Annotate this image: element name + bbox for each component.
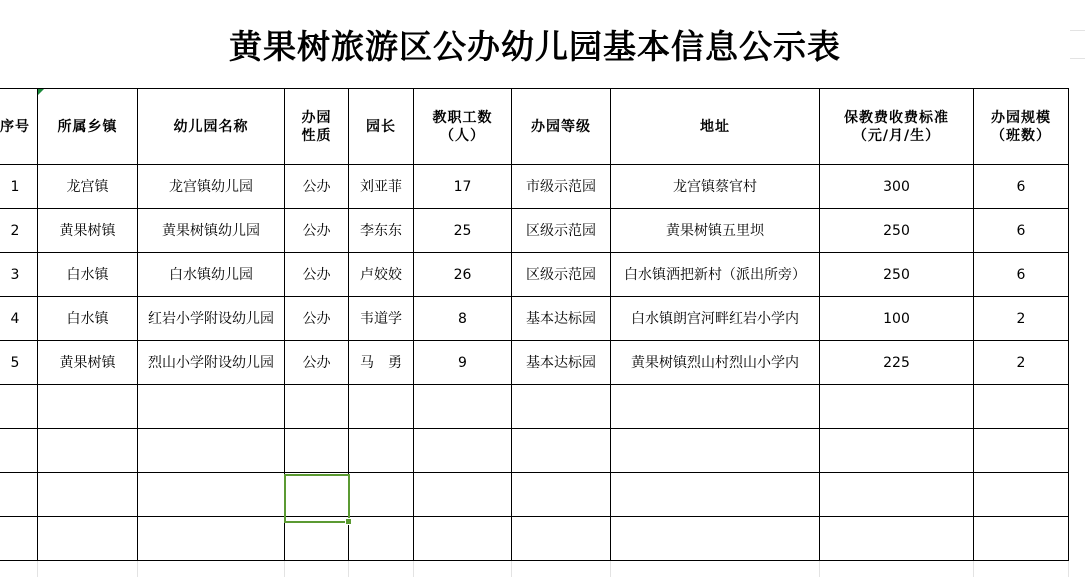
empty-cell[interactable] xyxy=(820,517,974,561)
empty-cell[interactable] xyxy=(38,517,138,561)
empty-cell[interactable] xyxy=(285,429,349,473)
empty-cell[interactable] xyxy=(38,473,138,517)
table-row xyxy=(0,209,1069,253)
cell-scale[interactable]: 2 xyxy=(974,297,1069,341)
header-cell-township[interactable]: 所属乡镇 xyxy=(38,89,138,165)
cell-kindergarten-name[interactable]: 龙宫镇幼儿园 xyxy=(138,165,285,209)
cell-address[interactable]: 黄果树镇五里坝 xyxy=(611,209,820,253)
header-cell-grade[interactable]: 办园等级 xyxy=(512,89,611,165)
kindergarten-info-table xyxy=(0,88,1069,561)
cell-staff-count[interactable]: 26 xyxy=(414,253,512,297)
empty-table-row xyxy=(0,429,1069,473)
empty-cell[interactable] xyxy=(0,473,38,517)
empty-cell[interactable] xyxy=(611,473,820,517)
header-cell-kindergarten-name[interactable]: 幼儿园名称 xyxy=(138,89,285,165)
empty-table-row xyxy=(0,473,1069,517)
cell-principal[interactable]: 刘亚菲 xyxy=(349,165,414,209)
cell-grade[interactable]: 基本达标园 xyxy=(512,341,611,385)
cell-school-type[interactable]: 公办 xyxy=(285,253,349,297)
cell-staff-count[interactable]: 9 xyxy=(414,341,512,385)
cell-grade[interactable]: 基本达标园 xyxy=(512,297,611,341)
header-cell-index[interactable]: 序号 xyxy=(0,89,38,165)
cell-township[interactable]: 龙宫镇 xyxy=(38,165,138,209)
cell-staff-count[interactable]: 17 xyxy=(414,165,512,209)
empty-cell[interactable] xyxy=(349,385,414,429)
cell-fee[interactable]: 100 xyxy=(820,297,974,341)
cell-fee[interactable]: 250 xyxy=(820,253,974,297)
empty-cell[interactable] xyxy=(138,429,285,473)
cell-grade[interactable]: 区级示范园 xyxy=(512,253,611,297)
empty-cell[interactable] xyxy=(138,473,285,517)
sheet-title: 黄果树旅游区公办幼儿园基本信息公示表 xyxy=(0,0,1070,88)
comment-indicator-icon xyxy=(38,89,44,95)
empty-cell[interactable] xyxy=(512,473,611,517)
empty-cell[interactable] xyxy=(138,385,285,429)
cell-address[interactable]: 黄果树镇烈山村烈山小学内 xyxy=(611,341,820,385)
cell-index[interactable]: 4 xyxy=(0,297,38,341)
header-cell-address[interactable]: 地址 xyxy=(611,89,820,165)
cell-school-type[interactable]: 公办 xyxy=(285,341,349,385)
header-cell-scale[interactable]: 办园规模（班数） xyxy=(974,89,1069,165)
empty-table-row xyxy=(0,385,1069,429)
cell-address[interactable]: 龙宫镇蔡官村 xyxy=(611,165,820,209)
cell-index[interactable]: 5 xyxy=(0,341,38,385)
table-row xyxy=(0,165,1069,209)
empty-table-row xyxy=(0,517,1069,561)
empty-cell[interactable] xyxy=(138,517,285,561)
cell-scale[interactable]: 6 xyxy=(974,165,1069,209)
empty-cell[interactable] xyxy=(0,385,38,429)
empty-cell[interactable] xyxy=(349,429,414,473)
table-row xyxy=(0,341,1069,385)
cell-school-type[interactable]: 公办 xyxy=(285,297,349,341)
cell-kindergarten-name[interactable]: 红岩小学附设幼儿园 xyxy=(138,297,285,341)
cell-staff-count[interactable]: 8 xyxy=(414,297,512,341)
empty-cell[interactable] xyxy=(820,385,974,429)
cell-township[interactable]: 黄果树镇 xyxy=(38,209,138,253)
empty-cell[interactable] xyxy=(820,473,974,517)
empty-cell[interactable] xyxy=(974,429,1069,473)
cell-kindergarten-name[interactable]: 白水镇幼儿园 xyxy=(138,253,285,297)
empty-cell[interactable] xyxy=(0,517,38,561)
cell-grade[interactable]: 市级示范园 xyxy=(512,165,611,209)
empty-cell[interactable] xyxy=(974,473,1069,517)
table-header-row xyxy=(0,89,1069,165)
empty-cell[interactable] xyxy=(414,517,512,561)
empty-cell[interactable] xyxy=(512,385,611,429)
header-cell-principal[interactable]: 园长 xyxy=(349,89,414,165)
cell-fee[interactable]: 225 xyxy=(820,341,974,385)
header-cell-fee-standard[interactable]: 保教费收费标准（元/月/生） xyxy=(820,89,974,165)
empty-cell[interactable] xyxy=(611,429,820,473)
empty-cell[interactable] xyxy=(820,429,974,473)
empty-cell[interactable] xyxy=(512,429,611,473)
cell-address[interactable]: 白水镇朗宫河畔红岩小学内 xyxy=(611,297,820,341)
empty-cell[interactable] xyxy=(974,517,1069,561)
empty-cell[interactable] xyxy=(285,517,349,561)
empty-cell[interactable] xyxy=(38,429,138,473)
cell-grade[interactable]: 区级示范园 xyxy=(512,209,611,253)
empty-cell[interactable] xyxy=(414,429,512,473)
header-cell-school-type[interactable]: 办园性质 xyxy=(285,89,349,165)
cell-school-type[interactable]: 公办 xyxy=(285,209,349,253)
empty-cell[interactable] xyxy=(285,385,349,429)
cell-principal[interactable]: 卢姣姣 xyxy=(349,253,414,297)
cell-school-type[interactable]: 公办 xyxy=(285,165,349,209)
cell-scale[interactable]: 6 xyxy=(974,253,1069,297)
header-cell-staff-count[interactable]: 教职工数（人） xyxy=(414,89,512,165)
empty-cell[interactable] xyxy=(38,385,138,429)
cell-fee[interactable]: 300 xyxy=(820,165,974,209)
empty-cell[interactable] xyxy=(349,517,414,561)
cell-address[interactable]: 白水镇洒把新村（派出所旁） xyxy=(611,253,820,297)
cell-index[interactable]: 3 xyxy=(0,253,38,297)
cell-staff-count[interactable]: 25 xyxy=(414,209,512,253)
cell-township[interactable]: 白水镇 xyxy=(38,297,138,341)
cell-index[interactable]: 1 xyxy=(0,165,38,209)
empty-cell[interactable] xyxy=(974,385,1069,429)
table-row xyxy=(0,297,1069,341)
cell-township[interactable]: 白水镇 xyxy=(38,253,138,297)
cell-principal[interactable]: 李东东 xyxy=(349,209,414,253)
cell-township[interactable]: 黄果树镇 xyxy=(38,341,138,385)
cell-kindergarten-name[interactable]: 黄果树镇幼儿园 xyxy=(138,209,285,253)
empty-cell[interactable] xyxy=(349,473,414,517)
empty-cell[interactable] xyxy=(611,517,820,561)
cell-index[interactable]: 2 xyxy=(0,209,38,253)
empty-cell[interactable] xyxy=(414,473,512,517)
cell-scale[interactable]: 2 xyxy=(974,341,1069,385)
empty-cell[interactable] xyxy=(414,385,512,429)
empty-cell[interactable] xyxy=(512,517,611,561)
fill-handle[interactable] xyxy=(345,518,352,525)
cell-scale[interactable]: 6 xyxy=(974,209,1069,253)
cell-fee[interactable]: 250 xyxy=(820,209,974,253)
cell-principal[interactable]: 韦道学 xyxy=(349,297,414,341)
empty-cell[interactable] xyxy=(0,429,38,473)
cell-kindergarten-name[interactable]: 烈山小学附设幼儿园 xyxy=(138,341,285,385)
cell-principal[interactable]: 马 勇 xyxy=(349,341,414,385)
active-cell-selection[interactable] xyxy=(284,474,350,523)
table-row xyxy=(0,253,1069,297)
empty-cell[interactable] xyxy=(611,385,820,429)
